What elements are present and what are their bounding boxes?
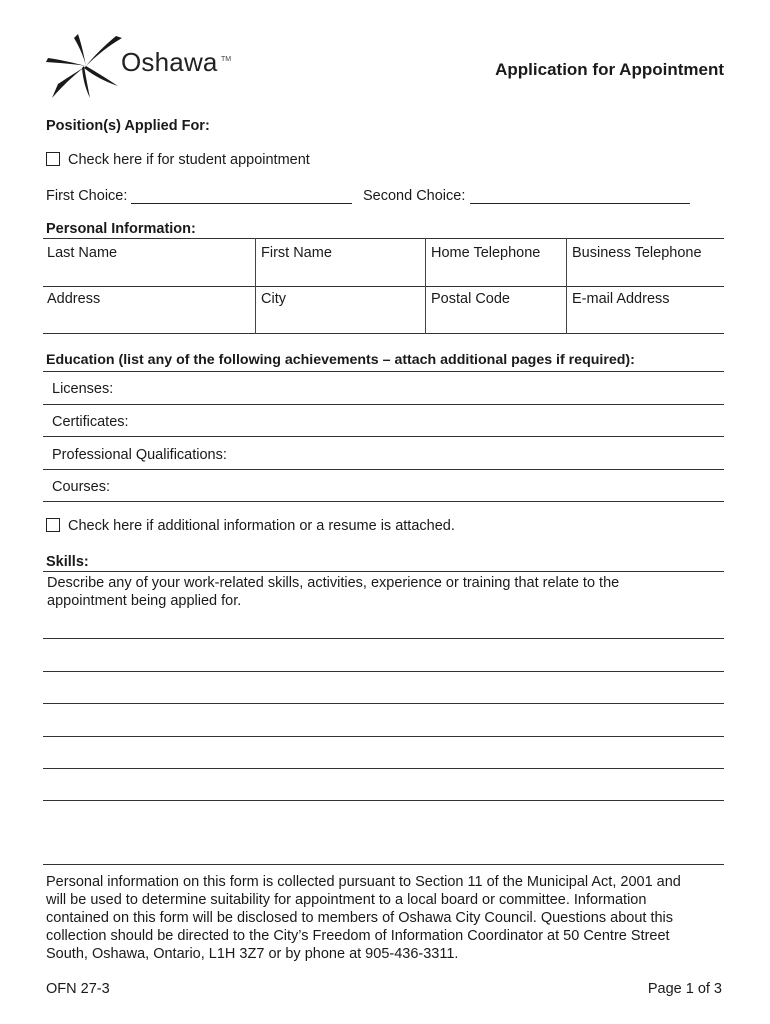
- skills-top-rule: [43, 571, 724, 572]
- last-name-field[interactable]: Last Name: [47, 245, 118, 261]
- second-choice-label: Second Choice:: [363, 188, 466, 204]
- logo-star-icon: [44, 32, 124, 100]
- privacy-line: contained on this form will be disclosed to members of Oshawa City Council. Questions about this: [46, 910, 674, 926]
- logo-wordmark: Oshawa: [121, 47, 218, 77]
- licenses-field[interactable]: Licenses:: [52, 381, 114, 397]
- business-telephone-field[interactable]: Business Telephone: [572, 245, 702, 261]
- privacy-line: South, Oshawa, Ontario, L1H 3Z7 or by phone at 905-436-3311.: [46, 946, 459, 962]
- skills-answer-line[interactable]: [43, 800, 724, 801]
- education-bottom-rule: [43, 501, 724, 502]
- skills-answer-line[interactable]: [43, 671, 724, 672]
- document-title: Application for Appointment: [495, 60, 724, 79]
- education-top-rule: [43, 371, 724, 372]
- privacy-statement: [46, 873, 726, 963]
- education-heading: Education (list any of the following achievements – attach additional pages if required):: [46, 352, 635, 368]
- address-field[interactable]: Address: [47, 291, 101, 307]
- student-appointment-checkbox[interactable]: [46, 152, 60, 166]
- first-name-field[interactable]: First Name: [261, 245, 332, 261]
- skills-answer-line[interactable]: [43, 703, 724, 704]
- form-number: OFN 27-3: [46, 981, 110, 997]
- privacy-top-rule: [43, 864, 724, 865]
- skills-heading: Skills:: [46, 554, 89, 570]
- first-choice-label: First Choice:: [46, 188, 128, 204]
- privacy-line: will be used to determine suitability for appointment to a local board or committee. Information: [46, 892, 647, 908]
- positions-heading: Position(s) Applied For:: [46, 118, 210, 134]
- logo-trademark: TM: [221, 56, 232, 63]
- privacy-line: collection should be directed to the City’s Freedom of Information Coordinator at 50 Centre Street: [46, 928, 670, 944]
- postal-code-field[interactable]: Postal Code: [431, 291, 510, 307]
- professional-qualifications-field[interactable]: Professional Qualifications:: [52, 447, 227, 463]
- personal-info-heading: Personal Information:: [46, 221, 196, 237]
- skills-description-line1: Describe any of your work-related skills, activities, experience or training that relate to the: [47, 575, 620, 591]
- resume-attached-checkbox[interactable]: [46, 518, 60, 532]
- city-field[interactable]: City: [261, 291, 286, 307]
- first-choice-field[interactable]: [131, 203, 352, 204]
- resume-attached-label: Check here if additional information or a resume is attached.: [68, 518, 455, 534]
- education-rule: [43, 436, 724, 437]
- privacy-line: Personal information on this form is collected pursuant to Section 11 of the Municipal Act, 2001 and: [46, 874, 681, 890]
- skills-answer-line[interactable]: [43, 768, 724, 769]
- second-choice-field[interactable]: [470, 203, 690, 204]
- education-rule: [43, 404, 724, 405]
- education-rule: [43, 469, 724, 470]
- page-number: Page 1 of 3: [647, 981, 722, 997]
- skills-answer-line[interactable]: [43, 736, 724, 737]
- skills-answer-line[interactable]: [43, 638, 724, 639]
- email-address-field[interactable]: E-mail Address: [572, 291, 670, 307]
- courses-field[interactable]: Courses:: [52, 479, 111, 495]
- skills-description-line2: appointment being applied for.: [47, 593, 242, 609]
- certificates-field[interactable]: Certificates:: [52, 414, 129, 430]
- student-appointment-label: Check here if for student appointment: [68, 152, 310, 168]
- home-telephone-field[interactable]: Home Telephone: [431, 245, 541, 261]
- personal-info-table: [43, 238, 724, 334]
